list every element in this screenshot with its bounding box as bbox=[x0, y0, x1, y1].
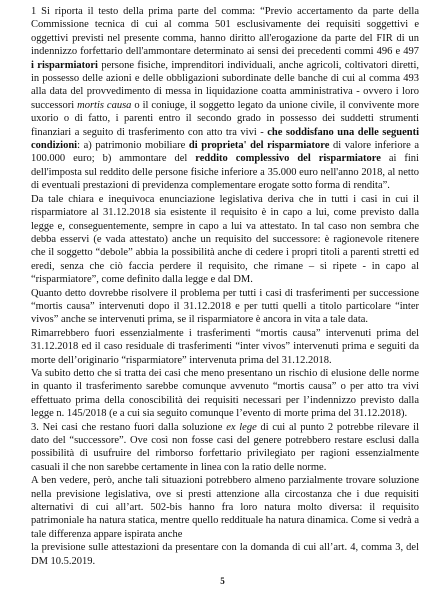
paragraph-footnote-quote bbox=[31, 5, 419, 193]
paragraph-7: A ben vedere, però, anche tali situazioni potrebbero almeno parzialmente trovare soluzione nella previsione legislativa, ove si presti attenzione alla circostanza che i due requisiti alternativi di cui all’art. 502-bis hanno fra loro natura molto diversa: il requisito patrimoniale ha natura statica, mentre quello reddituale ha natura dinamica. Come si vedrà a tale differenza appare ispirata anche bbox=[31, 475, 419, 540]
paragraph-3: Quanto detto dovrebbe risolvere il problema per tutti i casi di trasferimenti per successione “mortis causa” intervenuti dopo il 31.12.2018 e per tutti quelli a titolo particolare “inter vivos” anche se intervenuti prima, se il risparmiatore è ancora in vita a tale data. bbox=[31, 287, 419, 326]
bold-term: i risparmiatori bbox=[31, 59, 98, 71]
italic-term: ex lege bbox=[226, 421, 257, 433]
paragraph-6 bbox=[31, 421, 419, 475]
bold-term: che soddisfano una delle seguenti condizioni bbox=[31, 126, 419, 152]
text-run: 3. Nei casi che restano fuori dalla soluzione bbox=[31, 421, 227, 433]
text-run: di cui al punto 2 potrebbe rilevare il dato del “successore”. Ove così non fosse casi del genere potrebbero restare esclusi dalla possibilità di usufruire del rimborso forfettario privilegiato per ragioni essenzialmente casuali il che non sarebbe certamente in linea con la ratio delle norme. bbox=[31, 421, 420, 473]
body-text bbox=[31, 5, 419, 568]
paragraph-8: la previsione sulle attestazioni da presentare con la domanda di cui all’art. 4, comma 3, del DM 10.5.2019. bbox=[31, 542, 419, 567]
text-run: persone fisiche, imprenditori individuali, anche agricoli, coltivatori diretti, in possesso delle azioni e delle obbligazioni subordinate delle banche di cui al comma 493 alla data del provvedimento di messa in liquidazione coatta amministrativa - ovvero i loro successori bbox=[31, 59, 419, 111]
paragraph-5: Va subito detto che si tratta dei casi che meno presentano un rischio di elusione delle norme in quanto il trasferimento sarebbe comunque avvenuto “mortis causa” o per atto tra vivi effettuato prima della conoscibilità dei requisiti necessari per l’indennizzo previsto dalla legge n. 145/2018 (e a cui sia seguito comunque l’evento di morte prima del 31.12.2018). bbox=[31, 367, 419, 420]
bold-term: di proprieta' del risparmiatore bbox=[188, 140, 330, 152]
paragraph-4: Rimarrebbero fuori essenzialmente i trasferimenti “mortis causa” intervenuti prima del 31.12.2018 ed il caso residuale di trasferimenti “inter vivos” intervenuti prima e seguiti da morte dell’originario “risparmiatore” intervenuta prima del 31.12.2018. bbox=[31, 327, 419, 366]
text-run: o il coniuge, il soggetto legato da unione civile, il convivente more uxorio o di fatto, i parenti entro il secondo grado in possesso dei suddetti strumenti finanziari a seguito di trasferimento con atto tra vivi - bbox=[31, 99, 419, 138]
text-run: 1 Si riporta il testo della prima parte del comma: “Previo accertamento da parte della Commissione tecnica di cui al comma 501 esclusivamente dei requisiti soggettivi e oggettivi previsti nel presente comma, hanno diritto all'erogazione da parte del FIR di un indennizzo forfettario dell'ammontare determinato ai sensi dei precedenti commi 496 e 497 bbox=[31, 6, 419, 58]
text-run: di valore inferiore a 100.000 euro; b) ammontare del bbox=[31, 140, 419, 165]
page-number: 5 bbox=[220, 576, 225, 586]
text-run: : a) patrimonio mobiliare bbox=[77, 140, 189, 152]
italic-term: mortis causa bbox=[77, 99, 132, 111]
paragraph-2: Da tale chiara e inequivoca enunciazione legislativa deriva che in tutti i casi in cui il risparmiatore al 31.12.2018 sia esistente il requisito è in capo a lui, come previsto dalla legge e, conseguentemente, sempre in capo a lui va attestato. In tal caso non sembra che debba esservi (e vada attestato) anche un requisito del successore: è ragionevole ritenere che il soggetto “debole” abbia la possibilità anche di cedere i propri titoli a parenti stretti ed eredi, senza che ciò faccia perdere il requisito, che rimane – si ripete - in capo al “risparmiatore”, come definito dalla legge e dal DM. bbox=[31, 193, 419, 286]
text-run: ai fini dell'imposta sul reddito delle persone fisiche inferiore a 35.000 euro nell'anno 2018, al netto di eventuali prestazioni di previdenza complementare erogate sotto forma di rendita”. bbox=[31, 153, 419, 192]
bold-term: reddito complessivo del risparmiatore bbox=[195, 153, 381, 165]
